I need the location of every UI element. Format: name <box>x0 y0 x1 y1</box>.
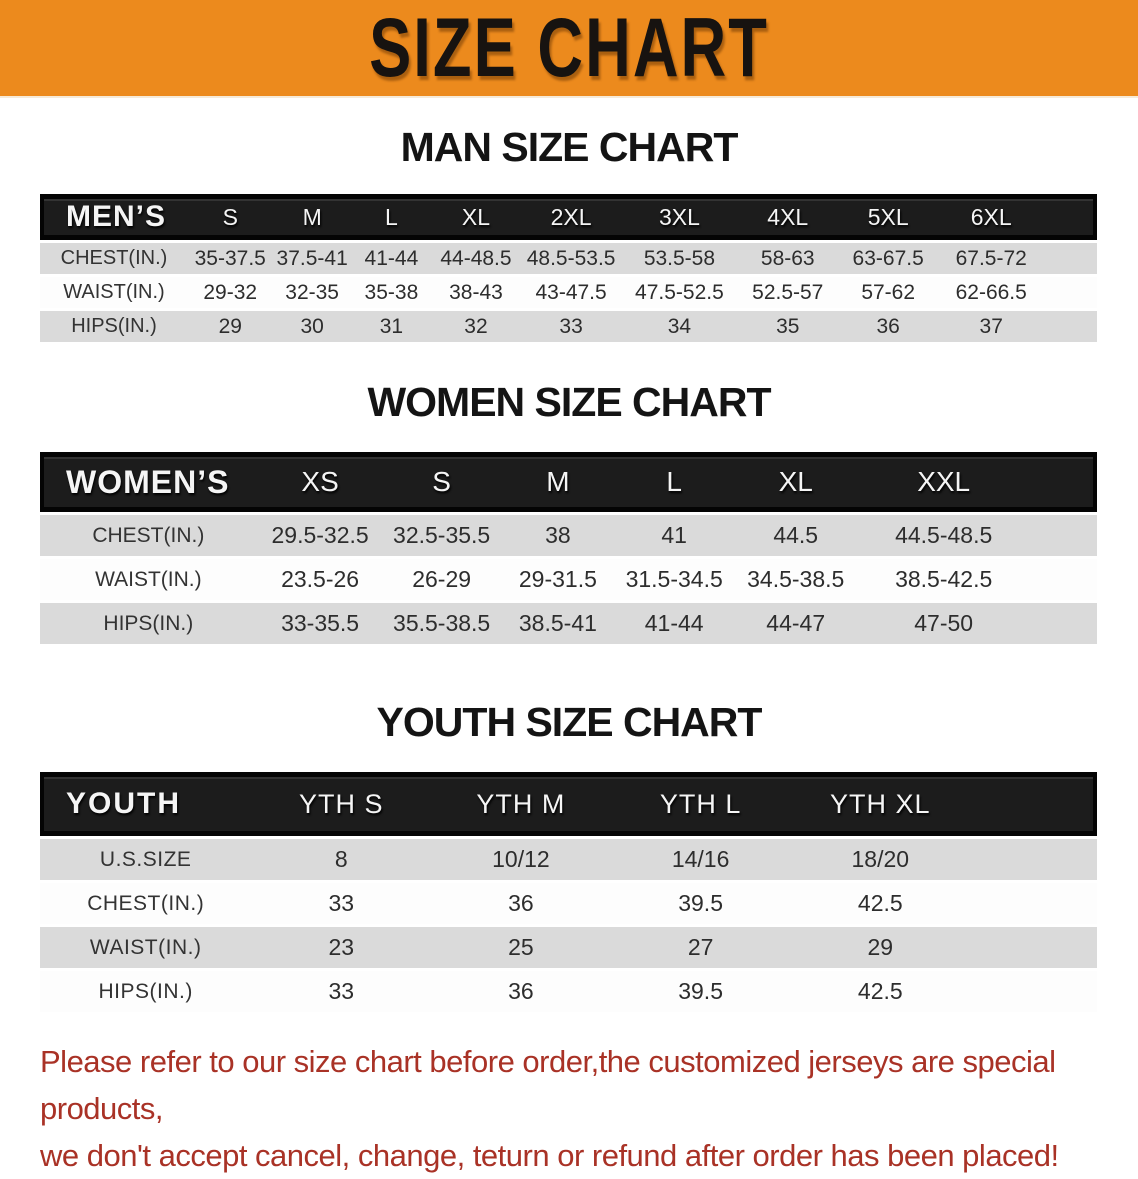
men-table-title: MEN’S <box>40 194 188 240</box>
row-label: U.S.SIZE <box>40 836 251 880</box>
youth-size-header: YTH L <box>611 772 791 836</box>
size-value: 39.5 <box>611 968 791 1012</box>
women-hips-row <box>40 600 1097 644</box>
youth-size-header: YTH S <box>251 772 431 836</box>
size-value: 62-66.5 <box>938 274 1044 308</box>
disclaimer-line-1: Please refer to our size chart before order,the customized jerseys are special products, <box>40 1044 1056 1126</box>
row-label: HIPS(IN.) <box>40 600 257 644</box>
youth-header-filler <box>970 772 1097 836</box>
size-value: 43-47.5 <box>521 274 621 308</box>
men-size-header: L <box>352 194 431 240</box>
row-filler <box>1028 512 1097 556</box>
row-label: CHEST(IN.) <box>40 512 257 556</box>
row-label: HIPS(IN.) <box>40 308 188 342</box>
women-size-header: L <box>616 452 732 512</box>
size-value: 36 <box>431 880 611 924</box>
women-size-header: XXL <box>859 452 1028 512</box>
size-value: 33 <box>251 880 431 924</box>
size-value: 26-29 <box>384 556 500 600</box>
size-value: 29 <box>188 308 273 342</box>
youth-chest-row <box>40 880 1097 924</box>
youth-ussize-row <box>40 836 1097 880</box>
row-label: CHEST(IN.) <box>40 880 251 924</box>
size-value: 63-67.5 <box>838 240 938 274</box>
size-value: 29 <box>790 924 970 968</box>
size-value: 33 <box>251 968 431 1012</box>
size-chart-banner <box>0 0 1138 98</box>
row-filler <box>1044 240 1097 274</box>
men-size-header: 6XL <box>938 194 1044 240</box>
row-label: WAIST(IN.) <box>40 556 257 600</box>
men-hips-row <box>40 308 1097 342</box>
size-value: 8 <box>251 836 431 880</box>
men-size-header: 2XL <box>521 194 621 240</box>
size-value: 23 <box>251 924 431 968</box>
men-size-header: XL <box>431 194 521 240</box>
size-value: 33-35.5 <box>257 600 384 644</box>
size-value: 18/20 <box>790 836 970 880</box>
size-value: 67.5-72 <box>938 240 1044 274</box>
women-size-table <box>40 452 1097 644</box>
size-value: 41 <box>616 512 732 556</box>
men-header-row <box>40 194 1097 240</box>
size-value: 47-50 <box>859 600 1028 644</box>
row-filler <box>1044 274 1097 308</box>
size-value: 14/16 <box>611 836 791 880</box>
size-value: 33 <box>521 308 621 342</box>
size-value: 44.5-48.5 <box>859 512 1028 556</box>
size-value: 53.5-58 <box>621 240 737 274</box>
youth-waist-row <box>40 924 1097 968</box>
size-value: 47.5-52.5 <box>621 274 737 308</box>
row-filler <box>970 924 1097 968</box>
youth-size-header: YTH XL <box>790 772 970 836</box>
size-value: 35-37.5 <box>188 240 273 274</box>
women-chest-row <box>40 512 1097 556</box>
youth-hips-row <box>40 968 1097 1012</box>
size-value: 44-48.5 <box>431 240 521 274</box>
size-value: 44-47 <box>732 600 859 644</box>
men-size-header: 3XL <box>621 194 737 240</box>
row-label: WAIST(IN.) <box>40 924 251 968</box>
men-size-header: 4XL <box>738 194 838 240</box>
size-value: 32.5-35.5 <box>384 512 500 556</box>
men-size-header: 5XL <box>838 194 938 240</box>
youth-section-heading: YOUTH SIZE CHART <box>376 699 762 745</box>
men-size-table <box>40 194 1097 342</box>
row-label: WAIST(IN.) <box>40 274 188 308</box>
size-value: 39.5 <box>611 880 791 924</box>
size-value: 38.5-41 <box>500 600 616 644</box>
size-value: 25 <box>431 924 611 968</box>
row-label: HIPS(IN.) <box>40 968 251 1012</box>
row-filler <box>1028 600 1097 644</box>
women-table-title: WOMEN’S <box>40 452 257 512</box>
banner-title: SIZE CHART <box>369 1 769 95</box>
size-value: 31.5-34.5 <box>616 556 732 600</box>
size-value: 57-62 <box>838 274 938 308</box>
size-value: 32-35 <box>273 274 352 308</box>
disclaimer-line-2: we don't accept cancel, change, teturn or refund after order has been placed! <box>40 1138 1059 1173</box>
size-value: 29.5-32.5 <box>257 512 384 556</box>
size-value: 27 <box>611 924 791 968</box>
men-section-heading: MAN SIZE CHART <box>400 124 738 170</box>
size-value: 29-32 <box>188 274 273 308</box>
size-value: 48.5-53.5 <box>521 240 621 274</box>
row-label: CHEST(IN.) <box>40 240 188 274</box>
size-value: 41-44 <box>616 600 732 644</box>
size-value: 42.5 <box>790 968 970 1012</box>
size-value: 34.5-38.5 <box>732 556 859 600</box>
size-value: 38 <box>500 512 616 556</box>
size-value: 35.5-38.5 <box>384 600 500 644</box>
men-chest-row <box>40 240 1097 274</box>
row-filler <box>1044 308 1097 342</box>
youth-table-title: YOUTH <box>40 772 251 836</box>
men-waist-row <box>40 274 1097 308</box>
women-size-header: XL <box>732 452 859 512</box>
women-section-heading: WOMEN SIZE CHART <box>367 379 771 425</box>
women-size-header: S <box>384 452 500 512</box>
size-value: 29-31.5 <box>500 556 616 600</box>
women-header-row <box>40 452 1097 512</box>
size-value: 34 <box>621 308 737 342</box>
size-value: 30 <box>273 308 352 342</box>
size-value: 38.5-42.5 <box>859 556 1028 600</box>
women-size-header: XS <box>257 452 384 512</box>
size-value: 58-63 <box>738 240 838 274</box>
size-value: 37 <box>938 308 1044 342</box>
size-value: 36 <box>838 308 938 342</box>
youth-header-row <box>40 772 1097 836</box>
size-value: 38-43 <box>431 274 521 308</box>
size-value: 44.5 <box>732 512 859 556</box>
women-waist-row <box>40 556 1097 600</box>
size-value: 23.5-26 <box>257 556 384 600</box>
disclaimer-text <box>40 1038 1118 1179</box>
size-value: 35-38 <box>352 274 431 308</box>
men-size-header: M <box>273 194 352 240</box>
row-filler <box>970 880 1097 924</box>
women-header-filler <box>1028 452 1097 512</box>
youth-size-header: YTH M <box>431 772 611 836</box>
women-size-header: M <box>500 452 616 512</box>
size-value: 41-44 <box>352 240 431 274</box>
men-header-filler <box>1044 194 1097 240</box>
size-value: 42.5 <box>790 880 970 924</box>
youth-size-table <box>40 772 1097 1012</box>
row-filler <box>970 836 1097 880</box>
row-filler <box>970 968 1097 1012</box>
size-value: 10/12 <box>431 836 611 880</box>
size-value: 31 <box>352 308 431 342</box>
size-value: 35 <box>738 308 838 342</box>
size-value: 36 <box>431 968 611 1012</box>
men-size-header: S <box>188 194 273 240</box>
size-value: 32 <box>431 308 521 342</box>
size-value: 37.5-41 <box>273 240 352 274</box>
row-filler <box>1028 556 1097 600</box>
size-value: 52.5-57 <box>738 274 838 308</box>
